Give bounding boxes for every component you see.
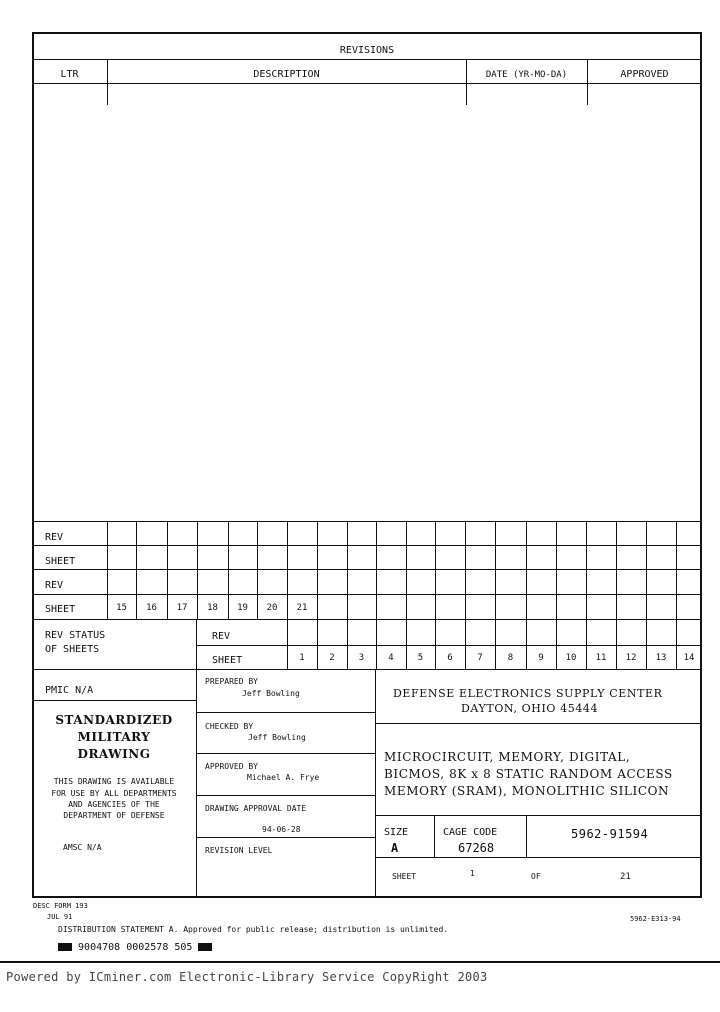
grid-line	[317, 521, 318, 619]
sheet-number: 17	[176, 603, 188, 613]
divider	[196, 837, 375, 838]
row-sheet-label: SHEET	[45, 604, 76, 615]
rev-status-label: REV STATUS	[45, 630, 106, 641]
divider	[196, 712, 375, 713]
divider	[466, 59, 467, 105]
availability-text: THIS DRAWING IS AVAILABLE	[53, 777, 175, 786]
col-ltr-header: LTR	[60, 69, 79, 80]
availability-text: AND AGENCIES OF THE	[68, 800, 160, 809]
sheet-number: 8	[507, 653, 514, 663]
sheet-number: 20	[266, 603, 278, 613]
divider	[375, 857, 702, 858]
sheet-number: 6	[447, 653, 453, 663]
grid-line	[586, 521, 587, 619]
sheet-number: 1	[299, 653, 305, 663]
drawing-title-line: BICMOS, 8K x 8 STATIC RANDOM ACCESS	[384, 767, 673, 781]
sheet-number: 3	[358, 653, 365, 663]
grid-line	[526, 521, 527, 619]
row-rev-label: REV	[45, 532, 64, 543]
prepared-by-value: Jeff Bowling	[242, 689, 300, 698]
revisions-title: REVISIONS	[339, 45, 395, 56]
barcode-mark	[198, 943, 212, 951]
distribution-statement: DISTRIBUTION STATEMENT A. Approved for public release; distribution is unlimited.	[58, 925, 449, 934]
divider	[32, 545, 702, 546]
form-date: JUL 91	[47, 913, 73, 921]
sheet-number: 12	[625, 653, 637, 663]
availability-text: DEPARTMENT OF DEFENSE	[63, 811, 165, 820]
divider	[32, 569, 702, 570]
divider	[32, 700, 196, 701]
col-date-header: DATE (YR-MO-DA)	[485, 70, 568, 80]
grid-line	[646, 521, 647, 619]
divider	[375, 669, 376, 898]
of-value: 21	[620, 872, 631, 882]
drawing-number: 5962-91594	[571, 827, 649, 841]
grid-line	[376, 521, 377, 619]
sheet-label: SHEET	[212, 655, 243, 666]
divider	[375, 723, 702, 724]
divider	[196, 795, 375, 796]
grid-line	[435, 521, 436, 619]
divider	[196, 753, 375, 754]
grid-line	[406, 521, 407, 619]
sheet-number: 5	[417, 653, 424, 663]
agency-name: DEFENSE ELECTRONICS SUPPLY CENTER	[393, 687, 663, 700]
divider	[434, 815, 435, 857]
divider	[587, 59, 588, 105]
form-id: DESC FORM 193	[33, 902, 88, 910]
row-sheet-label: SHEET	[45, 556, 76, 567]
approved-by-label: APPROVED BY	[205, 762, 258, 771]
divider	[32, 669, 702, 670]
approval-date-value: 94-06-28	[262, 825, 301, 834]
cage-code-label: CAGE CODE	[443, 827, 498, 838]
divider	[32, 59, 702, 60]
divider	[32, 83, 702, 84]
revision-level-label: REVISION LEVEL	[205, 846, 273, 855]
sheet-number: 14	[683, 653, 695, 663]
title-drawing: DRAWING	[77, 747, 151, 761]
sheet-number: 11	[595, 653, 607, 663]
powered-by-footer: Powered by ICminer.com Electronic-Library Service CopyRight 2003	[6, 970, 488, 984]
sheet-number: 10	[565, 653, 577, 663]
grid-line	[616, 521, 617, 619]
divider	[32, 619, 702, 620]
sheet-value: 1	[470, 869, 475, 878]
sheet-number: 18	[207, 603, 218, 613]
sheet-number: 16	[146, 603, 157, 613]
amsc-label: AMSC N/A	[63, 843, 102, 852]
grid-line	[495, 521, 496, 619]
agency-city: DAYTON, OHIO 45444	[461, 702, 599, 715]
size-label: SIZE	[384, 827, 409, 838]
grid-line	[556, 521, 557, 619]
sheet-number: 9	[538, 653, 544, 663]
sheet-number: 13	[655, 653, 667, 663]
sheet-number: 4	[388, 653, 394, 663]
rev-status-label: OF SHEETS	[45, 644, 100, 655]
approved-by-value: Michael A. Frye	[247, 773, 320, 782]
divider	[196, 669, 197, 898]
row-rev-label: REV	[45, 580, 64, 591]
rev-label: REV	[212, 631, 231, 642]
col-description-header: DESCRIPTION	[253, 69, 320, 80]
document-code: 5962-E313-94	[630, 915, 681, 923]
barcode-mark	[58, 943, 72, 951]
barcode-line	[58, 943, 212, 953]
divider	[375, 815, 702, 816]
grid-line	[347, 521, 348, 619]
availability-text: FOR USE BY ALL DEPARTMENTS	[51, 789, 177, 798]
of-label: OF	[531, 872, 541, 881]
barcode-text: 9004708 0002578 505	[78, 942, 193, 953]
divider	[32, 594, 702, 595]
title-military: MILITARY	[77, 730, 151, 744]
sheet-number: 2	[329, 653, 335, 663]
pmic-label: PMIC N/A	[45, 685, 94, 696]
drawing-title-line: MICROCIRCUIT, MEMORY, DIGITAL,	[384, 750, 631, 764]
footer-rule	[0, 961, 720, 963]
checked-by-value: Jeff Bowling	[248, 733, 306, 742]
col-approved-header: APPROVED	[620, 69, 669, 80]
approval-date-label: DRAWING APPROVAL DATE	[205, 804, 307, 813]
divider	[196, 619, 197, 669]
sheet-number: 15	[116, 603, 127, 613]
size-value: A	[391, 841, 399, 855]
sheet-number: 7	[477, 653, 483, 663]
sheet-label: SHEET	[392, 872, 417, 881]
checked-by-label: CHECKED BY	[205, 722, 254, 731]
sheet-number: 19	[237, 603, 248, 613]
title-standardized: STANDARDIZED	[55, 713, 173, 727]
sheet-number: 21	[296, 603, 308, 613]
drawing-title-line: MEMORY (SRAM), MONOLITHIC SILICON	[384, 784, 670, 798]
divider	[107, 59, 108, 105]
divider	[196, 645, 702, 646]
grid-line	[465, 521, 466, 619]
divider	[32, 521, 702, 522]
cage-code-value: 67268	[458, 841, 495, 855]
divider	[526, 815, 527, 857]
grid-line	[676, 521, 677, 619]
prepared-by-label: PREPARED BY	[205, 677, 258, 686]
